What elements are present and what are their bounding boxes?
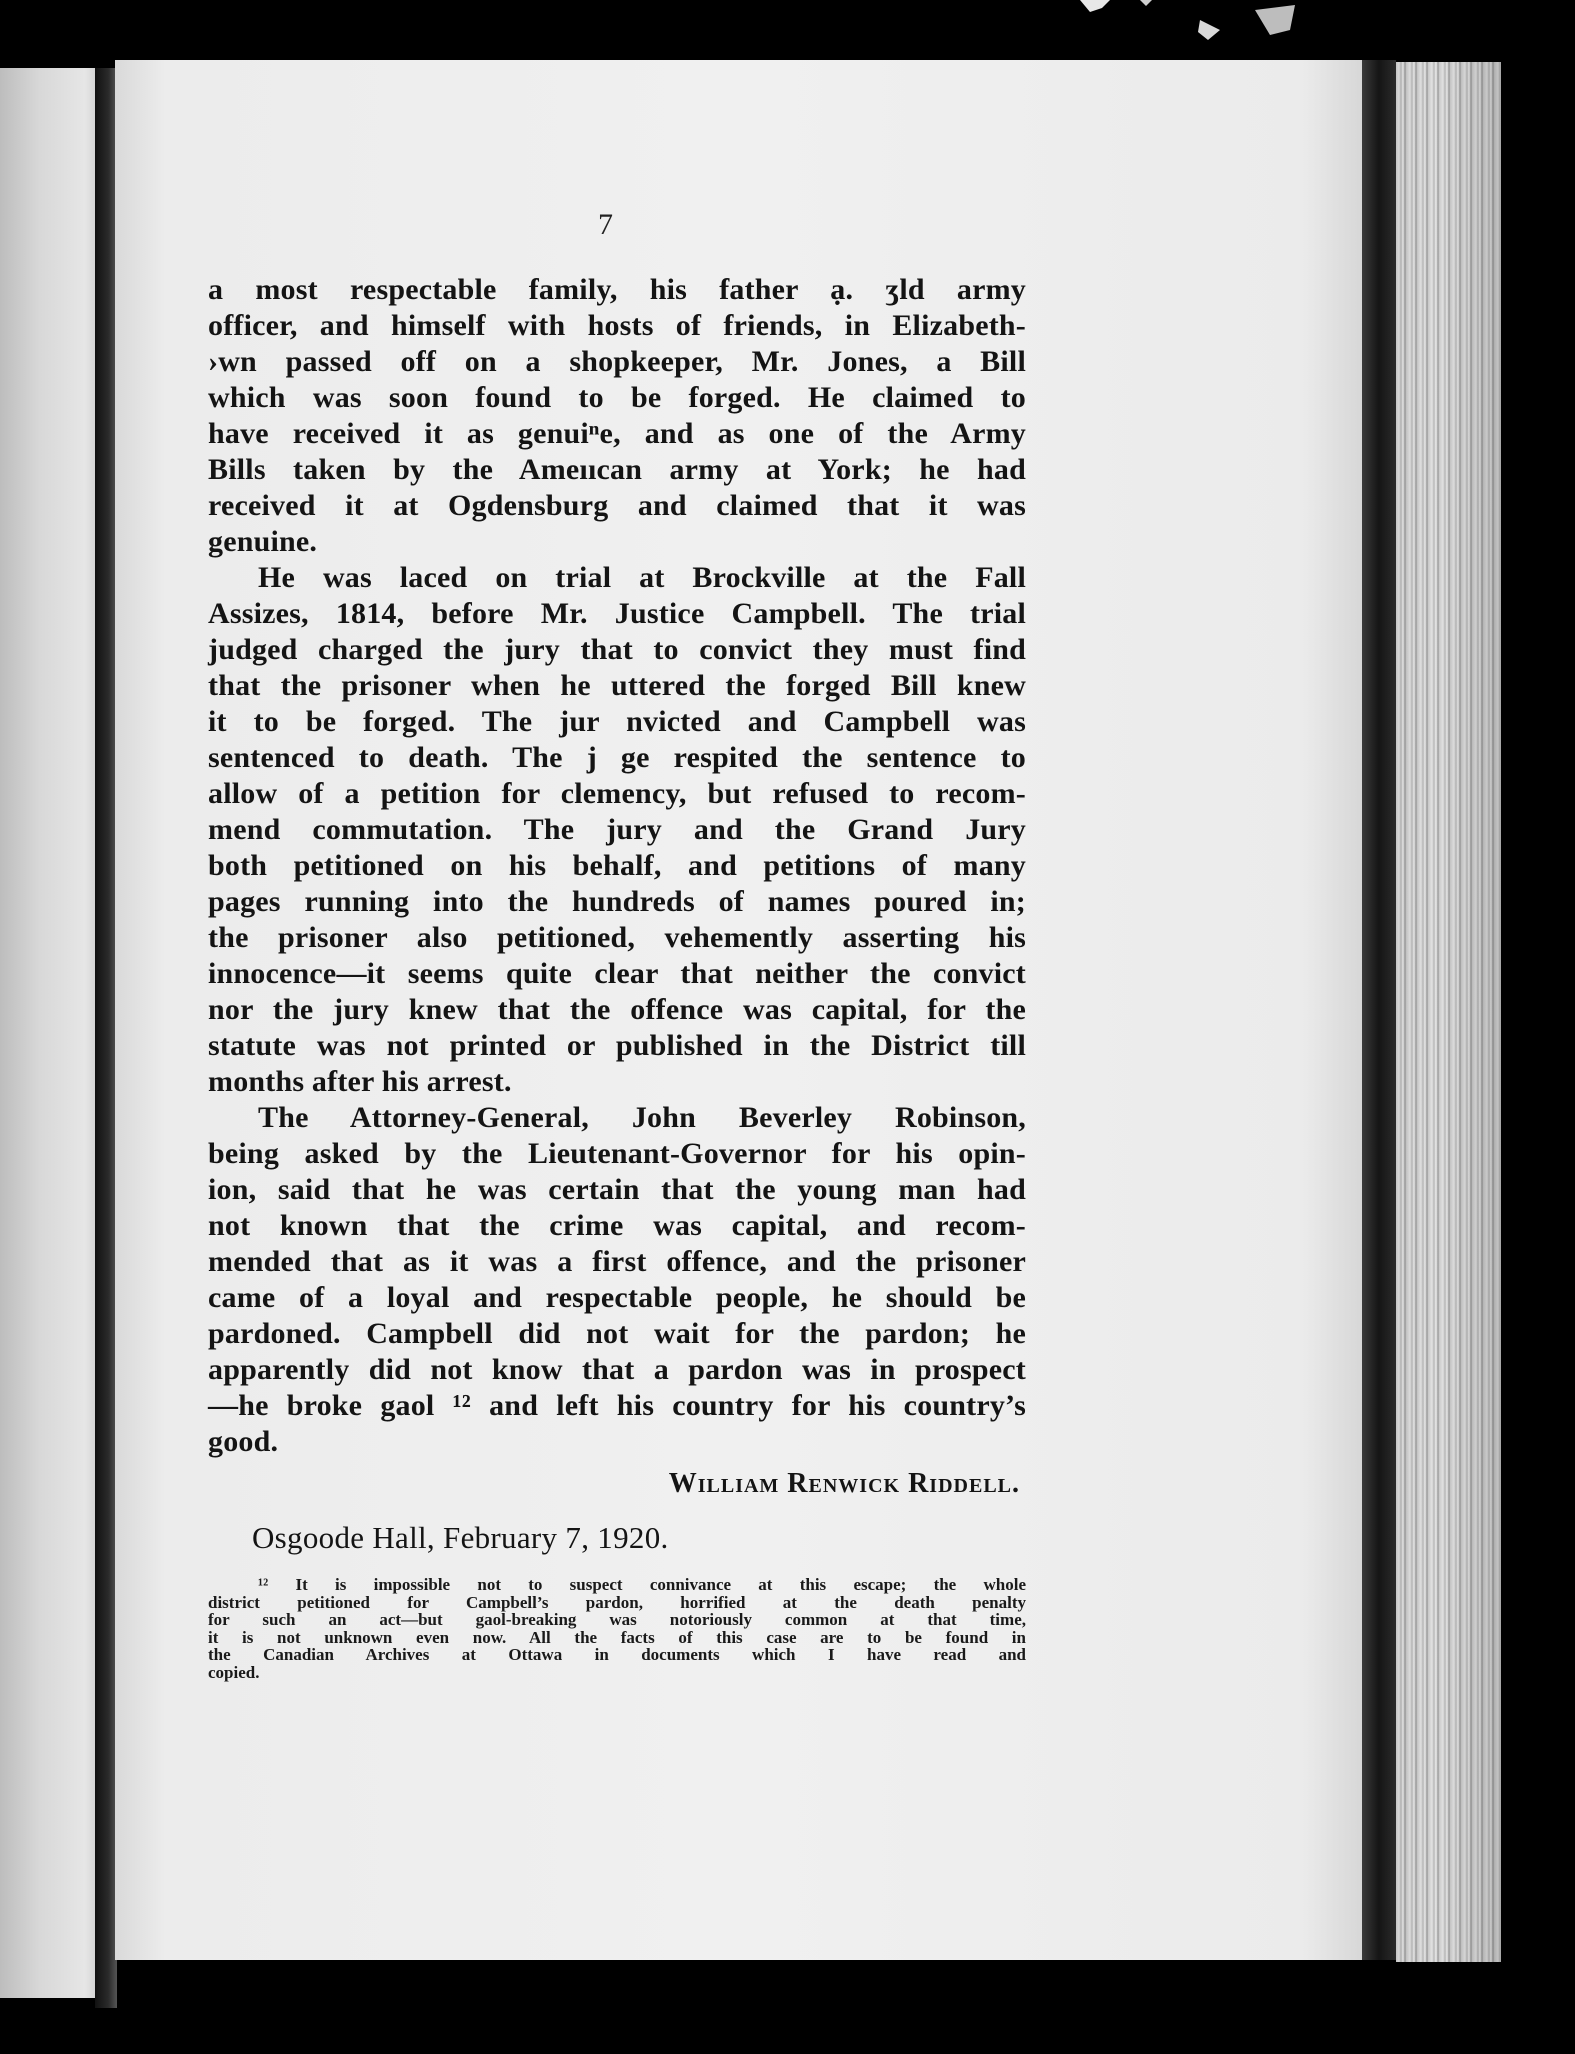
body-line: not known that the crime was capital, and recom- <box>208 1209 1026 1242</box>
page-number: 7 <box>598 208 613 241</box>
page-edges-shade <box>1396 62 1501 1962</box>
body-line: sentenced to death. The j ge respited the sentence to <box>208 741 1026 774</box>
body-line: months after his arrest. <box>208 1065 512 1098</box>
scan-artifacts <box>1080 0 1300 50</box>
body-line: received it at Ogdensburg and claimed that it was <box>208 489 1026 522</box>
body-line: pardoned. Campbell did not wait for the pardon; he <box>208 1317 1026 1350</box>
body-line: which was soon found to be forged. He claimed to <box>208 381 1026 414</box>
footnote <box>208 1576 1026 1681</box>
page-binding-shadow <box>1362 60 1396 1960</box>
left-facing-page-edge <box>0 68 100 1998</box>
body-line: statute was not printed or published in the District till <box>208 1029 1026 1062</box>
body-line: ›wn passed off on a shopkeeper, Mr. Jones, a Bill <box>208 345 1026 378</box>
body-line: came of a loyal and respectable people, he should be <box>208 1281 1026 1314</box>
footnote-line: district petitioned for Campbell’s pardon, horrified at the death penalty <box>208 1592 1026 1612</box>
footnote-line: it is not unknown even now. All the facts of this case are to be found in <box>208 1627 1026 1647</box>
body-line: being asked by the Lieutenant-Governor for his opin- <box>208 1137 1026 1170</box>
body-line: mend commutation. The jury and the Grand Jury <box>208 813 1026 846</box>
body-line: apparently did not know that a pardon was in prospect <box>208 1353 1026 1386</box>
body-line: The Attorney-General, John Beverley Robinson, <box>258 1101 1026 1134</box>
footnote-line: the Canadian Archives at Ottawa in documents which I have read and <box>208 1645 1026 1664</box>
body-line: have received it as genuiⁿe, and as one of the Army <box>208 417 1026 450</box>
body-text <box>208 272 1026 1460</box>
body-line: both petitioned on his behalf, and petitions of many <box>208 849 1026 882</box>
body-line: He was laced on trial at Brockville at the Fall <box>258 561 1026 594</box>
author-signature: William Renwick Riddell. <box>668 1468 1020 1499</box>
body-line: innocence—it seems quite clear that neither the convict <box>208 957 1026 990</box>
footnote-line: ¹² It is impossible not to suspect connivance at this escape; the whole <box>258 1575 1026 1594</box>
body-line: mended that as it was a first offence, and the prisoner <box>208 1245 1026 1278</box>
body-line: —he broke gaol ¹² and left his country for his country’s <box>208 1389 1026 1422</box>
footnote-line: for such an act—but gaol-breaking was notoriously common at that time, <box>208 1610 1026 1629</box>
left-gutter-shadow <box>95 68 117 2008</box>
body-line: it to be forged. The jur nvicted and Campbell was <box>208 705 1026 738</box>
body-line: officer, and himself with hosts of friends, in Elizabeth- <box>208 309 1026 342</box>
body-line: a most respectable family, his father ạ. ʒld army <box>208 273 1026 306</box>
footnote-line: copied. <box>208 1662 260 1682</box>
body-line: ion, said that he was certain that the young man had <box>208 1173 1026 1206</box>
body-line: the prisoner also petitioned, vehemently asserting his <box>208 921 1026 954</box>
body-line: that the prisoner when he uttered the forged Bill knew <box>208 669 1026 702</box>
body-line: pages running into the hundreds of names poured in; <box>208 885 1026 918</box>
body-line: Bills taken by the Ameııcan army at York; he had <box>208 453 1026 486</box>
body-line: judged charged the jury that to convict they must find <box>208 633 1026 666</box>
body-line: Assizes, 1814, before Mr. Justice Campbell. The trial <box>208 597 1026 630</box>
body-line: good. <box>208 1425 279 1458</box>
dateline: Osgoode Hall, February 7, 1920. <box>252 1520 669 1555</box>
body-line: nor the jury knew that the offence was capital, for the <box>208 993 1026 1026</box>
body-line: allow of a petition for clemency, but refused to recom- <box>208 777 1026 810</box>
body-line: genuine. <box>208 525 318 558</box>
